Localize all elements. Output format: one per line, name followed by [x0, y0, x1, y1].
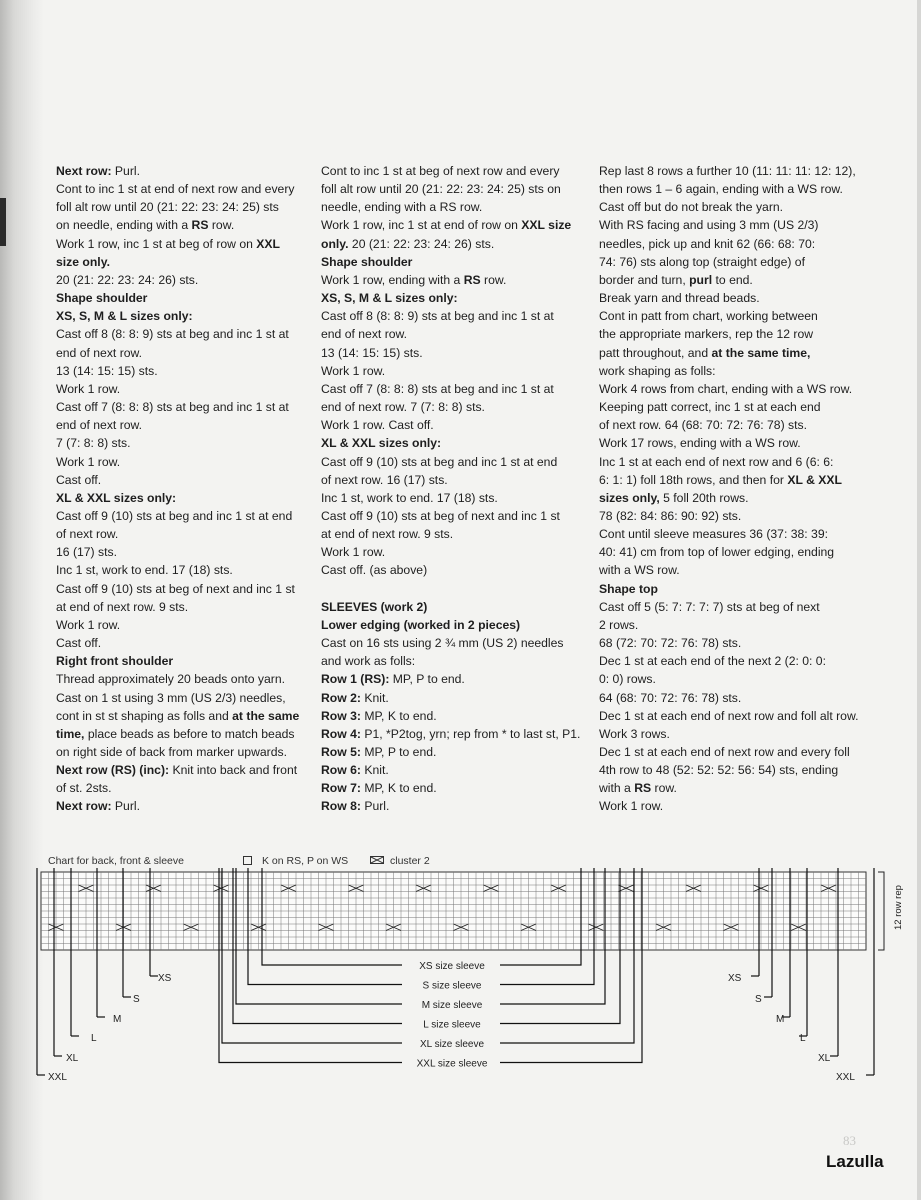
- text-line: [599, 471, 864, 489]
- text-line: [321, 761, 586, 779]
- text-line: [321, 416, 586, 434]
- text-line: [599, 344, 864, 362]
- text: foll alt row until 20 (21: 22: 23: 24: 25) sts on: [321, 182, 561, 197]
- text-line: [56, 434, 306, 452]
- text: Knit.: [360, 763, 389, 778]
- text: the appropriate markers, rep the 12 row: [599, 327, 814, 342]
- text-line: [56, 761, 306, 779]
- text-line: [599, 216, 864, 234]
- text: Work 1 row. Cast off.: [321, 418, 434, 433]
- bold-text: Right front shoulder: [56, 654, 174, 669]
- text-line: [56, 652, 306, 670]
- text-line: [321, 507, 586, 525]
- bold-text: Next row:: [56, 164, 115, 178]
- text-line: [599, 616, 864, 634]
- text-line: [321, 797, 586, 815]
- bold-text: Next row (RS) (inc):: [56, 763, 170, 778]
- bold-text: size only.: [56, 254, 110, 269]
- text-line: [599, 434, 864, 452]
- text: Purl.: [111, 799, 140, 814]
- text-line: [321, 598, 586, 616]
- page-number: 83: [843, 1133, 856, 1148]
- text-line: [56, 616, 306, 634]
- text: Cast off.: [56, 636, 102, 651]
- text: Cast on 16 sts using 2 ¾ mm (US 2) needles: [321, 636, 564, 651]
- text-line: [599, 543, 864, 561]
- text-line: [599, 162, 864, 180]
- text: end of next row.: [321, 327, 408, 342]
- text: 6: 1: 1) foll 18th rows, and then for: [599, 472, 788, 487]
- text-line: [56, 797, 306, 815]
- text: Work 1 row.: [56, 454, 121, 469]
- text-line: [321, 235, 586, 253]
- bold-text: XXL size: [521, 218, 572, 233]
- text-line: [56, 235, 306, 253]
- text: 20 (21: 22: 23: 24: 26) sts.: [348, 236, 495, 251]
- text: 78 (82: 84: 86: 90: 92) sts.: [599, 508, 742, 523]
- text: needle, ending with a RS row.: [321, 200, 483, 215]
- spine-mark: [0, 198, 6, 246]
- bold-text: XL & XXL sizes only:: [321, 436, 442, 451]
- text-line: [56, 289, 306, 307]
- text: Cast off 5 (5: 7: 7: 7: 7) sts at beg of next: [599, 599, 820, 614]
- text: Inc 1 st, work to end. 17 (18) sts.: [321, 490, 498, 505]
- text: Cast off 9 (10) sts at beg of next and inc 1 st: [56, 581, 295, 596]
- text-line: [599, 289, 864, 307]
- bold-text: Shape shoulder: [321, 254, 413, 269]
- text: 68 (72: 70: 72: 76: 78) sts.: [599, 636, 742, 651]
- text-line: [321, 271, 586, 289]
- text-line: [599, 670, 864, 688]
- text-line: [599, 761, 864, 779]
- text: Work 1 row.: [321, 545, 386, 560]
- size-label-xs: XS: [158, 973, 172, 984]
- bold-text: sizes only,: [599, 490, 660, 505]
- text: 16 (17) sts.: [56, 545, 117, 560]
- text-line: [599, 689, 864, 707]
- text-line: [321, 325, 586, 343]
- text-line: [56, 725, 306, 743]
- text-line: [56, 271, 306, 289]
- text: row.: [480, 272, 507, 287]
- text: Cont to inc 1 st at beg of next row and every: [321, 164, 560, 178]
- text-line: [599, 325, 864, 343]
- text: Cast off 8 (8: 8: 9) sts at beg and inc 1 st at: [56, 327, 289, 342]
- bold-text: RS: [463, 272, 481, 287]
- text: with a: [599, 781, 635, 796]
- text: Work 1 row.: [599, 799, 664, 814]
- text: Cast off 9 (10) sts at beg of next and inc 1 st: [321, 508, 560, 523]
- text-line: [56, 471, 306, 489]
- text-line: [321, 307, 586, 325]
- text-line: [56, 398, 306, 416]
- text: Break yarn and thread beads.: [599, 291, 760, 306]
- text-line: [56, 543, 306, 561]
- bold-text: RS: [191, 218, 209, 233]
- text-line: [321, 779, 586, 797]
- text: and work as folls:: [321, 654, 416, 669]
- text-line: [56, 598, 306, 616]
- bold-text: Lower edging (worked in 2 pieces): [321, 617, 521, 632]
- text: Cast off 9 (10) sts at beg and inc 1 st at end: [56, 508, 293, 523]
- text-line: [56, 380, 306, 398]
- text: 40: 41) cm from top of lower edging, ending: [599, 545, 835, 560]
- text: end of next row. 7 (7: 8: 8) sts.: [321, 400, 485, 415]
- bold-text: XL & XXL sizes only:: [56, 490, 177, 505]
- knitting-chart: [0, 860, 921, 1085]
- text-line: [56, 561, 306, 579]
- chart-title: Chart for back, front & sleeve: [48, 855, 184, 867]
- text: Thread approximately 20 beads onto yarn.: [56, 672, 285, 687]
- text: Cast off 7 (8: 8: 8) sts at beg and inc 1 st at: [56, 400, 289, 415]
- text: row.: [651, 781, 677, 796]
- text: Cast off 7 (8: 8: 8) sts at beg and inc 1 st at: [321, 381, 554, 396]
- text-line: [321, 707, 586, 725]
- bold-text: Row 8:: [321, 799, 361, 814]
- text-line: [599, 362, 864, 380]
- text-line: [599, 507, 864, 525]
- text: Knit into back and front: [169, 763, 298, 778]
- text: 5 foll 20th rows.: [659, 490, 749, 505]
- text: Cast off.: [56, 472, 102, 487]
- text: of st. 2sts.: [56, 781, 112, 796]
- text: cont in st st shaping as folls and: [56, 708, 233, 723]
- bold-text: XS, S, M & L sizes only:: [321, 291, 458, 306]
- text: at end of next row. 9 sts.: [56, 599, 189, 614]
- text-line: [56, 689, 306, 707]
- text: Dec 1 st at each end of the next 2 (2: 0: 0:: [599, 654, 826, 669]
- text-line: [599, 180, 864, 198]
- text: Work 3 rows.: [599, 726, 670, 741]
- text: Cast on 1 st using 3 mm (US 2/3) needles,: [56, 690, 286, 705]
- text-line: [599, 652, 864, 670]
- text: Inc 1 st, work to end. 17 (18) sts.: [56, 563, 233, 578]
- bold-text: at the same time,: [711, 345, 811, 360]
- text: work shaping as folls:: [599, 363, 716, 378]
- text: Work 1 row.: [321, 363, 386, 378]
- size-label-s: S: [755, 994, 762, 1005]
- text: P1, *P2tog, yrn; rep from * to last st, P1.: [360, 726, 581, 741]
- bold-text: RS: [634, 781, 652, 796]
- sleeve-label: XXL size sleeve: [416, 1058, 488, 1070]
- bold-text: Row 5:: [321, 744, 361, 759]
- text-line: [321, 398, 586, 416]
- size-label-xl: XL: [818, 1053, 831, 1064]
- text-line: [321, 543, 586, 561]
- legend-knit-label: K on RS, P on WS: [262, 855, 349, 867]
- text-line: [321, 580, 586, 598]
- text: Work 17 rows, ending with a WS row.: [599, 436, 801, 451]
- text-line: [56, 525, 306, 543]
- bold-text: Row 7:: [321, 781, 361, 796]
- text-line: [599, 235, 864, 253]
- text-line: [56, 416, 306, 434]
- text: Inc 1 st at each end of next row and 6 (6: 6:: [599, 454, 834, 469]
- text-line: [56, 507, 306, 525]
- text: With RS facing and using 3 mm (US 2/3): [599, 218, 819, 233]
- text-line: [599, 797, 864, 815]
- text-line: [321, 725, 586, 743]
- size-label-l: L: [800, 1033, 806, 1044]
- text: Keeping patt correct, inc 1 st at each end: [599, 400, 821, 415]
- bold-text: Row 6:: [321, 763, 361, 778]
- text-line: [321, 162, 586, 180]
- text-line: [56, 198, 306, 216]
- bold-text: only.: [321, 236, 349, 251]
- text: 2 rows.: [599, 617, 639, 632]
- text: of next row. 16 (17) sts.: [321, 472, 448, 487]
- text-line: [56, 634, 306, 652]
- text: Work 1 row, inc 1 st at beg of row on: [56, 236, 257, 251]
- text-line: [599, 561, 864, 579]
- text-line: [321, 434, 586, 452]
- text-line: [56, 453, 306, 471]
- text-line: [599, 416, 864, 434]
- text: of next row.: [56, 527, 119, 542]
- text-line: [599, 398, 864, 416]
- text: Work 1 row, inc 1 st at end of row on: [321, 218, 522, 233]
- text-line: [321, 344, 586, 362]
- size-label-l: L: [91, 1033, 97, 1044]
- sleeve-label: XL size sleeve: [419, 1039, 485, 1050]
- text: Dec 1 st at each end of next row and every foll: [599, 745, 850, 759]
- bold-text: XXL: [256, 236, 280, 251]
- bold-text: purl: [689, 272, 713, 287]
- size-label-xl: XL: [66, 1053, 79, 1064]
- row-rep-label: 12 row rep: [893, 885, 904, 930]
- text: Work 1 row, ending with a: [321, 272, 464, 287]
- bold-text: Row 3:: [321, 708, 361, 723]
- text: end of next row.: [56, 345, 143, 360]
- text: Cont until sleeve measures 36 (37: 38: 39:: [599, 527, 828, 542]
- text-line: [56, 779, 306, 797]
- text: border and turn,: [599, 272, 690, 287]
- size-label-xxl: XXL: [836, 1072, 855, 1083]
- text: of next row. 64 (68: 70: 72: 76: 78) sts.: [599, 418, 807, 433]
- text-line: [56, 707, 306, 725]
- text-line: [56, 325, 306, 343]
- text-line: [321, 380, 586, 398]
- text-line: [321, 471, 586, 489]
- text-column-2: [321, 162, 586, 816]
- bold-text: Row 4:: [321, 726, 361, 741]
- bold-text: Next row:: [56, 799, 112, 814]
- text-line: [599, 489, 864, 507]
- text-line: [56, 162, 306, 180]
- bold-text: time,: [56, 726, 85, 741]
- text: row.: [208, 218, 235, 233]
- text-line: [321, 453, 586, 471]
- text-line: [321, 634, 586, 652]
- bold-text: Row 2:: [321, 690, 361, 705]
- text-line: [321, 670, 586, 688]
- text: Cont in patt from chart, working between: [599, 309, 818, 324]
- bold-text: at the same: [232, 708, 300, 723]
- text-line: [56, 344, 306, 362]
- text: 7 (7: 8: 8) sts.: [56, 436, 131, 451]
- text: then rows 1 – 6 again, ending with a WS row.: [599, 182, 843, 197]
- text: 13 (14: 15: 15) sts.: [321, 345, 423, 360]
- brand-watermark: Lazulla: [826, 1152, 884, 1171]
- text-line: [321, 180, 586, 198]
- bold-text: Shape shoulder: [56, 291, 148, 306]
- text-line: [599, 198, 864, 216]
- text-line: [321, 743, 586, 761]
- text: place beads as before to match beads: [84, 726, 295, 741]
- text-line: [321, 652, 586, 670]
- text: 4th row to 48 (52: 52: 52: 56: 54) sts, ending: [599, 763, 839, 778]
- text: on needle, ending with a: [56, 218, 192, 233]
- size-label-xs: XS: [728, 973, 742, 984]
- text-line: [56, 489, 306, 507]
- text-line: [599, 707, 864, 725]
- text: Rep last 8 rows a further 10 (11: 11: 11: 12: 12),: [599, 164, 856, 178]
- text-line: [321, 616, 586, 634]
- text-line: [599, 253, 864, 271]
- size-label-xxl: XXL: [48, 1072, 67, 1083]
- sleeve-label: L size sleeve: [423, 1019, 481, 1031]
- text: needles, pick up and knit 62 (66: 68: 70:: [599, 236, 816, 251]
- text-line: [599, 525, 864, 543]
- text-column-1: [56, 162, 306, 816]
- bold-text: SLEEVES (work 2): [321, 599, 428, 614]
- size-label-m: M: [776, 1014, 785, 1025]
- sleeve-label: M size sleeve: [421, 1000, 483, 1011]
- text: patt throughout, and: [599, 345, 712, 360]
- text: 74: 76) sts along top (straight edge) of: [599, 254, 805, 269]
- text-line: [321, 198, 586, 216]
- text-line: [599, 307, 864, 325]
- text: Purl.: [114, 164, 140, 178]
- sleeve-label: XS size sleeve: [419, 961, 485, 972]
- text: at end of next row. 9 sts.: [321, 527, 454, 542]
- text-line: [599, 725, 864, 743]
- text: MP, P to end.: [389, 672, 465, 687]
- text: MP, K to end.: [360, 708, 437, 723]
- text-line: [599, 779, 864, 797]
- text-line: [599, 380, 864, 398]
- text-line: [56, 670, 306, 688]
- text: with a WS row.: [599, 563, 680, 578]
- bold-text: Shape top: [599, 581, 658, 596]
- row-rep-bracket: [878, 872, 884, 950]
- text-line: [56, 253, 306, 271]
- text-line: [321, 689, 586, 707]
- text: Work 1 row.: [56, 617, 121, 632]
- legend-cluster-label: cluster 2: [390, 855, 430, 867]
- text-line: [56, 743, 306, 761]
- text-line: [599, 271, 864, 289]
- text: foll alt row until 20 (21: 22: 23: 24: 25) sts: [56, 200, 279, 215]
- size-label-m: M: [113, 1014, 122, 1025]
- text-line: [599, 743, 864, 761]
- text-line: [56, 362, 306, 380]
- text-line: [56, 307, 306, 325]
- text-line: [599, 580, 864, 598]
- text: 20 (21: 22: 23: 24: 26) sts.: [56, 272, 199, 287]
- text: Cast off 8 (8: 8: 9) sts at beg and inc 1 st at: [321, 309, 554, 324]
- text: Cont to inc 1 st at end of next row and every: [56, 182, 295, 197]
- text-line: [599, 634, 864, 652]
- text: Purl.: [360, 799, 390, 814]
- text: 64 (68: 70: 72: 76: 78) sts.: [599, 690, 742, 705]
- text-line: [321, 216, 586, 234]
- text-line: [599, 453, 864, 471]
- bold-text: Row 1 (RS):: [321, 672, 390, 687]
- text: MP, K to end.: [360, 781, 437, 796]
- text-line: [599, 598, 864, 616]
- text-line: [321, 362, 586, 380]
- sleeve-label: S size sleeve: [422, 980, 482, 992]
- text: Cast off 9 (10) sts at beg and inc 1 st at end: [321, 454, 558, 469]
- text-line: [321, 525, 586, 543]
- text-line: [56, 216, 306, 234]
- text-line: [321, 253, 586, 271]
- bold-text: XS, S, M & L sizes only:: [56, 309, 193, 324]
- text: 0: 0) rows.: [599, 672, 656, 687]
- bold-text: XL & XXL: [787, 472, 842, 487]
- size-label-s: S: [133, 994, 140, 1005]
- text-line: [321, 289, 586, 307]
- text-line: [56, 180, 306, 198]
- text: to end.: [712, 272, 753, 287]
- text: Cast off but do not break the yarn.: [599, 200, 784, 215]
- text: Work 1 row.: [56, 381, 121, 396]
- text-column-3: [599, 162, 864, 816]
- text: end of next row.: [56, 418, 143, 433]
- text-line: [321, 561, 586, 579]
- text: Knit.: [360, 690, 389, 705]
- text: Cast off. (as above): [321, 563, 428, 578]
- text: on right side of back from marker upwards.: [56, 745, 287, 759]
- text: Work 4 rows from chart, ending with a WS row.: [599, 381, 853, 396]
- text: Dec 1 st at each end of next row and foll alt row.: [599, 708, 859, 723]
- text: MP, P to end.: [360, 744, 437, 759]
- text-line: [321, 489, 586, 507]
- text: 13 (14: 15: 15) sts.: [56, 363, 158, 378]
- text-line: [56, 580, 306, 598]
